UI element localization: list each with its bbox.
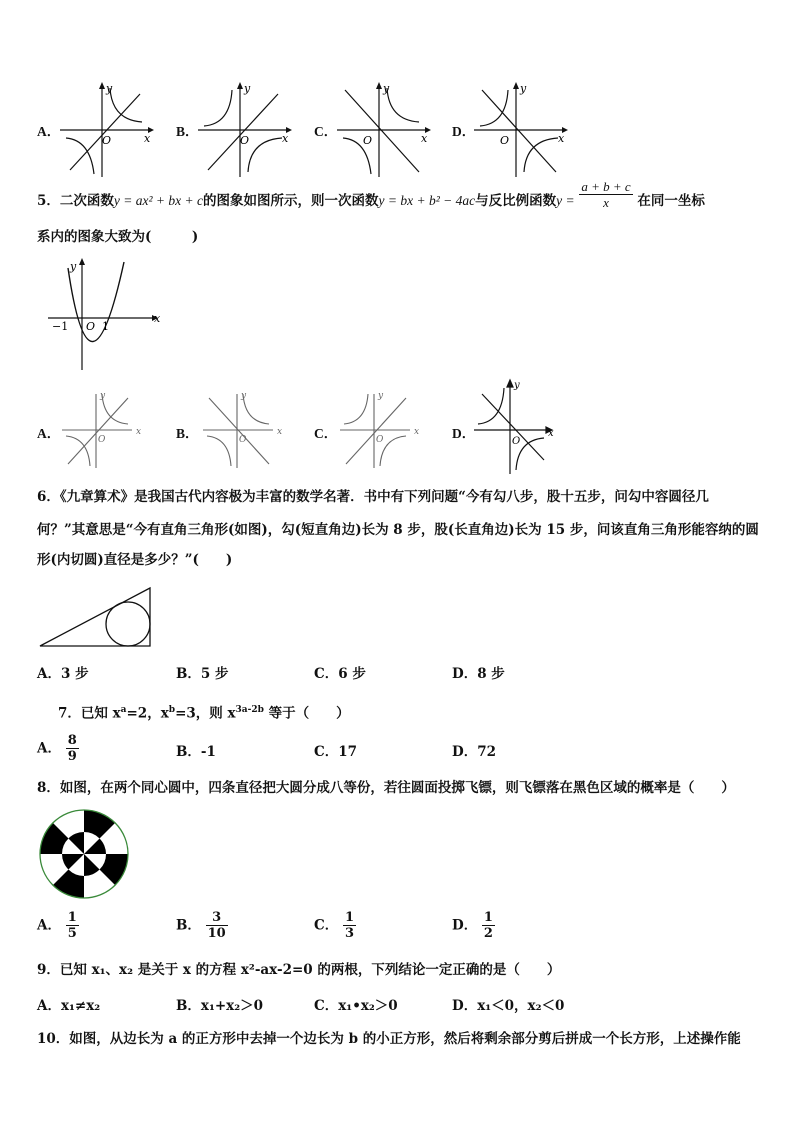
q7-option-a[interactable]: A． $\frac{8}{9}$ (37, 733, 77, 764)
svg-text:O: O (376, 435, 384, 445)
svg-text:x: x (154, 312, 161, 325)
q4-option-c-graph (337, 82, 432, 177)
q9-option-c[interactable]: C．x₁•x₂＞0 (314, 998, 398, 1014)
q4-option-b-label: B． (176, 124, 199, 139)
q6-option-a[interactable]: A．3 步 (37, 666, 89, 682)
q5-stem-line2: 系内的图象大致为( ) (37, 229, 199, 245)
q4-option-d-label: D． (452, 124, 476, 139)
q5-option-c-graph (340, 390, 420, 470)
svg-text:y: y (378, 391, 384, 401)
svg-text:O: O (363, 134, 373, 147)
q4-option-a-graph (60, 82, 155, 177)
q5-parabola-graph (48, 258, 168, 370)
q5-option-c-label: C． (314, 426, 338, 441)
q5-option-d-graph (474, 380, 556, 474)
svg-text:O: O (239, 435, 247, 445)
svg-text:x: x (414, 427, 420, 437)
q10-stem: 10．如图，从边长为 a 的正方形中去掉一个边长为 b 的小正方形，然后将剩余部分剪后拼成一个长方形，上述操作能 (37, 1031, 741, 1047)
q9-option-b[interactable]: B．x₁+x₂＞0 (176, 998, 264, 1014)
svg-text:O: O (500, 134, 510, 147)
svg-text:y: y (100, 391, 106, 401)
q5-option-b-graph (203, 390, 283, 470)
svg-text:O: O (240, 134, 250, 147)
q8-option-d[interactable]: D． $\frac{1}{2}$ (452, 910, 493, 941)
q4-option-d-graph (474, 82, 569, 177)
q8-dartboard-figure (39, 809, 129, 899)
q9-option-a[interactable]: A．x₁≠x₂ (37, 998, 101, 1014)
svg-text:x: x (558, 132, 565, 145)
q9-option-d[interactable]: D．x₁＜0，x₂＜0 (452, 998, 565, 1014)
q7-option-b[interactable]: B．-1 (176, 744, 216, 760)
svg-text:x: x (277, 427, 283, 437)
svg-text:O: O (86, 320, 96, 333)
svg-text:y: y (520, 82, 527, 95)
q8-option-b[interactable]: B． $\frac{3}{10}$ (176, 910, 226, 941)
svg-text:−1: −1 (52, 320, 69, 333)
q5-option-a-graph (62, 390, 142, 470)
q6-option-b[interactable]: B．5 步 (176, 666, 229, 682)
svg-text:O: O (512, 436, 521, 447)
svg-text:y: y (383, 82, 390, 95)
svg-text:y: y (244, 82, 251, 95)
q8-option-c[interactable]: C． $\frac{1}{3}$ (314, 910, 354, 941)
svg-text:1: 1 (102, 320, 109, 333)
svg-text:x: x (136, 427, 142, 437)
svg-text:x: x (421, 132, 428, 145)
x-axis-label: x (144, 132, 151, 145)
q8-option-a[interactable]: A． $\frac{1}{5}$ (37, 910, 77, 941)
q6-option-d[interactable]: D．8 步 (452, 666, 505, 682)
q5-stem-line1: 5．二次函数y = ax² + bx + c的图象如图所示，则一次函数y = bx + b² − 4ac与反比例函数y = $\frac{a + b + c}{x}$ 在同一坐标 (37, 179, 705, 210)
svg-text:x: x (548, 428, 554, 439)
q6-stem-line1: 6．《九章算术》是我国古代内容极为丰富的数学名著．书中有下列问题“今有勾八步，股十五步，问勾中容圆径几 (37, 489, 709, 505)
q9-stem: 9．已知 x₁、x₂ 是关于 x 的方程 x²-ax-2=0 的两根，下列结论一定正确的是（ ） (37, 962, 561, 978)
svg-text:x: x (282, 132, 289, 145)
svg-text:y: y (70, 260, 77, 273)
y-axis-label: y (106, 82, 113, 95)
q6-stem-line3: 形(内切圆)直径是多少？”( ) (37, 552, 233, 568)
q8-stem: 8．如图，在两个同心圆中，四条直径把大圆分成八等份，若往圆面投掷飞镖，则飞镖落在黑色区域的概率是（ ） (37, 780, 735, 796)
q6-triangle-incircle-figure (38, 586, 153, 648)
q7-stem: 7．已知 $x^a=2$，$x^b=3$，则 $x^{3a-2b}$ 等于（ ） (58, 705, 350, 722)
q5-option-a-label: A． (37, 426, 61, 441)
svg-text:y: y (514, 380, 520, 391)
q4-option-b-graph (198, 82, 293, 177)
svg-text:O: O (98, 435, 106, 445)
q5-option-b-label: B． (176, 426, 199, 441)
q4-option-c-label: C． (314, 124, 338, 139)
svg-text:y: y (241, 391, 247, 401)
q7-option-d[interactable]: D．72 (452, 744, 496, 760)
q4-option-a-label: A． (37, 124, 61, 139)
q7-option-c[interactable]: C．17 (314, 744, 358, 760)
q5-option-d-label: D． (452, 426, 476, 441)
origin-label: O (102, 134, 112, 147)
q6-stem-line2: 何？”其意思是“今有直角三角形(如图)，勾(短直角边)长为 8 步，股(长直角边)长为 15 步，问该直角三角形能容纳的圆 (37, 522, 759, 538)
q6-option-c[interactable]: C．6 步 (314, 666, 366, 682)
